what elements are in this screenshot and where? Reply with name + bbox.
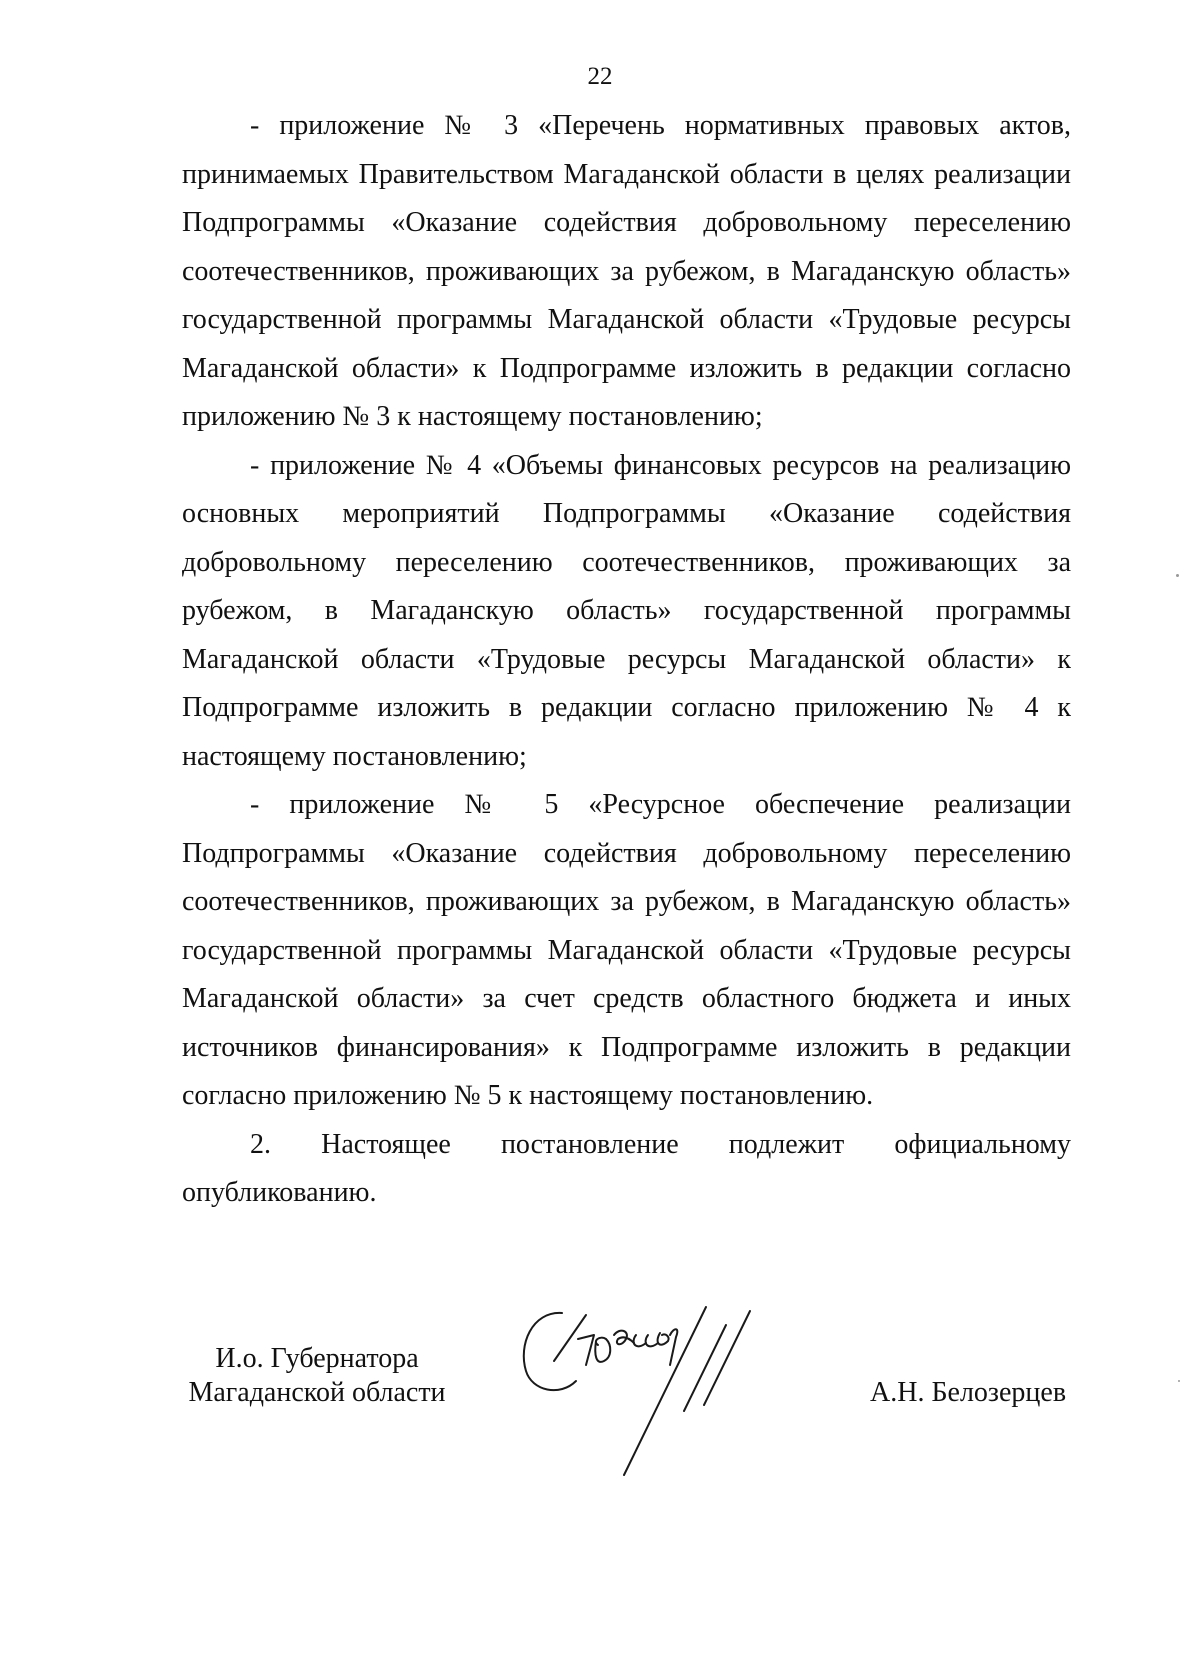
signatory-name: А.Н. Белозерцев: [870, 1377, 1067, 1408]
signatory-position-line-2: Магаданской области: [188, 1377, 446, 1408]
scan-speck: [1178, 1380, 1180, 1382]
signatory-position: [182, 1342, 452, 1410]
paragraph-publication: 2. Настоящее постановление подлежит официальному опубликованию.: [182, 1128, 1071, 1208]
paragraph-appendix-4: - приложение № 4 «Объемы финансовых ресурсов на реализацию основных мероприятий Подпрограммы «Оказание содействия добровольному переселению соотечественников, проживающих за рубежом, в Магаданскую область» государственной программы Магаданской области «Трудовые ресурсы Магаданской области» к Подпрограмме изложить в редакции согласно приложению № 4 к настоящему постановлению;: [182, 449, 1071, 772]
paragraph-appendix-5: - приложение № 5 «Ресурсное обеспечение реализации Подпрограммы «Оказание содействия добровольному переселению соотечественников, проживающих за рубежом, в Магаданскую область» государственной программы Магаданской области «Трудовые ресурсы Магаданской области» за счет средств областного бюджета и иных источников финансирования» к Подпрограмме изложить в редакции согласно приложению № 5 к настоящему постановлению.: [182, 789, 1071, 1111]
document-body: [182, 102, 1071, 1218]
handwritten-signature-icon: [520, 1305, 790, 1495]
signatory-position-line-1: И.о. Губернатора: [215, 1343, 419, 1374]
page-number: 22: [587, 63, 613, 90]
paragraph-appendix-3: - приложение № 3 «Перечень нормативных правовых актов, принимаемых Правительством Магаданской области в целях реализации Подпрограммы «Оказание содействия добровольному переселению соотечественников, проживающих за рубежом, в Магаданскую область» государственной программы Магаданской области «Трудовые ресурсы Магаданской области» к Подпрограмме изложить в редакции согласно приложению № 3 к настоящему постановлению;: [182, 110, 1071, 432]
scan-speck: [1176, 574, 1179, 577]
